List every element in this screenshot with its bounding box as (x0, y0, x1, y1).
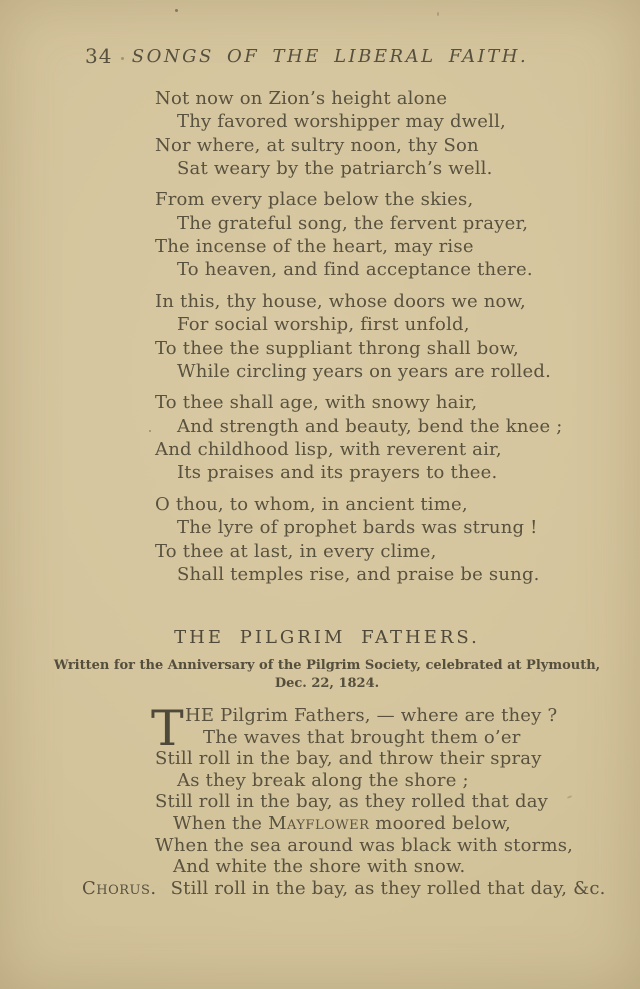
ink-speck (437, 12, 439, 16)
chorus-line (82, 878, 606, 900)
poem-line: When the Mayflower moored below, (173, 812, 511, 834)
hymn-line: Its praises and its prayers to thee. (177, 462, 498, 484)
hymn-line: To heaven, and find acceptance there. (177, 259, 533, 281)
hymn-line: Not now on Zion’s height alone (155, 88, 448, 109)
hymn-line: To thee shall age, with snowy hair, (155, 392, 478, 414)
ink-speck (121, 57, 124, 60)
hymn-line: To thee at last, in every clime, (155, 540, 437, 562)
attribution-line-1: Written for the Anniversary of the Pilgrim Society, celebrated at Plymouth, (53, 658, 601, 673)
hymn-line: And childhood lisp, with reverent air, (155, 439, 502, 461)
stanza (155, 188, 563, 281)
hymn-line: From every place below the skies, (155, 189, 474, 211)
attribution (14, 657, 640, 693)
poem-line: And white the shore with snow. (173, 856, 466, 878)
hymn-line: The lyre of prophet bards was strung ! (177, 517, 538, 539)
stanza (155, 493, 563, 586)
ink-speck (149, 430, 151, 432)
hymn-line: Shall temples rise, and praise be sung. (177, 563, 540, 585)
stanza (155, 391, 563, 484)
hymn-line: Nor where, at sultry noon, thy Son (155, 134, 479, 156)
hymn-line: O thou, to whom, in ancient time, (155, 493, 468, 515)
hymn-line: Sat weary by the patriarch’s well. (177, 157, 493, 179)
ink-speck (175, 9, 178, 12)
smallcaps-word: Mayflower (268, 812, 370, 834)
poem-line: HE Pilgrim Fathers, — where are they ? (185, 705, 558, 726)
page-number: 34 (85, 44, 113, 68)
hymn-line: Thy favored worshipper may dwell, (177, 111, 506, 133)
hymn-line: In this, thy house, whose doors we now, (155, 290, 526, 312)
stanza (155, 87, 563, 180)
chorus-text: Still roll in the bay, as they rolled that day, &c. (170, 877, 606, 899)
stanza (155, 290, 563, 383)
poem (82, 700, 606, 899)
hymn (155, 87, 563, 594)
hymn-line: While circling years on years are rolled. (177, 360, 552, 382)
hymn-line: And strength and beauty, bend the knee ; (177, 415, 563, 437)
dropcap: T (151, 700, 184, 757)
hymn-line: The grateful song, the fervent prayer, (177, 212, 529, 234)
poem-line: Still roll in the bay, and throw their spray (155, 748, 542, 770)
attribution-line-2: Dec. 22, 1824. (274, 676, 380, 691)
poem-line: The waves that brought them o’er (203, 726, 521, 748)
poem-lines (155, 705, 606, 878)
hymn-line: For social worship, first unfold, (177, 314, 470, 336)
poem-line: Still roll in the bay, as they rolled that day (155, 791, 549, 813)
hymn-line: The incense of the heart, may rise (155, 236, 474, 258)
section-title: THE PILGRIM FATHERS. (174, 627, 480, 648)
poem-line: When the sea around was black with storms, (155, 834, 574, 856)
running-title: SONGS OF THE LIBERAL FAITH. (131, 46, 529, 67)
chorus-label: Chorus. (82, 877, 157, 899)
hymn-line: To thee the suppliant throng shall bow, (155, 337, 519, 359)
poem-line: As they break along the shore ; (177, 769, 469, 791)
